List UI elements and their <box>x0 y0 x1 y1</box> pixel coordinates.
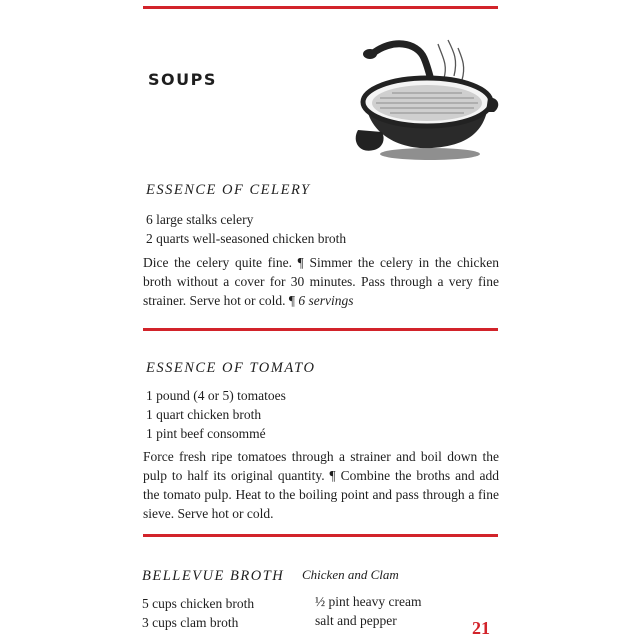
ingredient-item: 1 pound (4 or 5) tomatoes <box>146 388 286 403</box>
top-rule <box>143 6 498 9</box>
ingredient-item: ½ pint heavy cream <box>315 594 422 609</box>
recipe-subtitle: Chicken and Clam <box>302 567 399 582</box>
ingredient-item: 5 cups chicken broth <box>142 596 255 611</box>
ingredient-item: 1 pint beef consommé <box>146 426 266 441</box>
section-title: SOUPS <box>148 70 217 89</box>
recipe-method <box>143 447 499 523</box>
divider-rule <box>143 534 498 537</box>
ingredient-item: salt and pepper <box>315 613 397 628</box>
servings-note: 6 servings <box>298 293 354 308</box>
ingredient-list-left <box>142 594 254 632</box>
recipe-title: BELLEVUE BROTH <box>142 568 285 584</box>
ingredient-item: 6 large stalks celery <box>146 212 254 227</box>
ingredient-item: 1 quart chicken broth <box>146 407 262 422</box>
ingredient-item: 2 quarts well-seasoned chicken broth <box>146 231 347 246</box>
recipe-title: ESSENCE OF TOMATO <box>146 360 316 376</box>
page-number: 21 <box>472 618 490 638</box>
ingredient-item: 3 cups clam broth <box>142 615 239 630</box>
soup-bowl-with-ladle-icon <box>352 36 502 166</box>
ingredient-list-right <box>315 592 421 630</box>
method-text: Dice the celery quite fine. ¶ Simmer the celery in the chicken broth without a cover for 30 minutes. Pass through a very fine strainer. Serve hot or cold. ¶ <box>143 255 499 308</box>
method-text: Force fresh ripe tomatoes through a strainer and boil down the pulp to half its original quantity. ¶ Combine the broths and add the tomato pulp. Heat to the boiling point and pass through a fine sieve. Serve hot or cold. <box>143 449 499 521</box>
ingredient-list <box>146 386 286 443</box>
ingredient-list <box>146 210 346 248</box>
divider-rule <box>143 328 498 331</box>
recipe-title: ESSENCE OF CELERY <box>146 182 311 198</box>
recipe-method <box>143 253 499 310</box>
